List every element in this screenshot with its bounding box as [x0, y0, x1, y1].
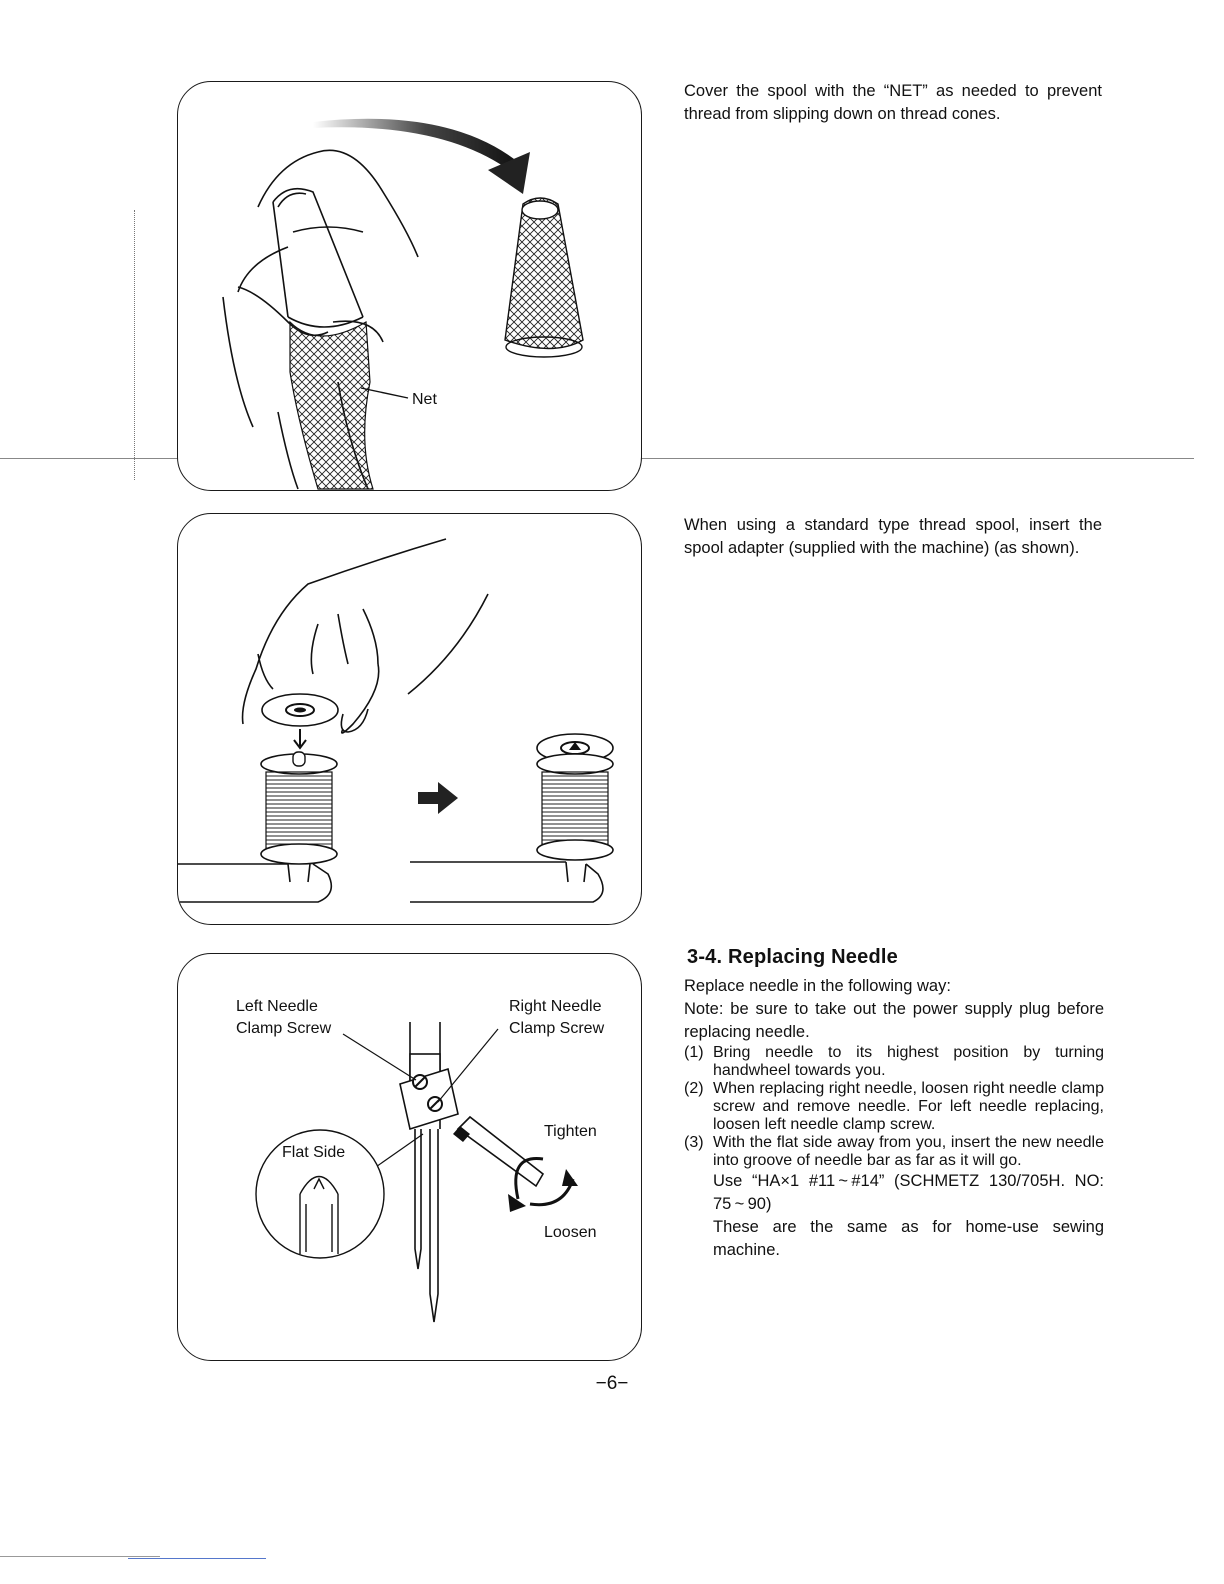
right-arrow-icon: [418, 782, 458, 814]
step-text: With the flat side away from you, insert the new needle into groove of needle bar as far as it will go.: [713, 1134, 1104, 1169]
step-text: Bring needle to its highest position by turning handwheel towards you.: [713, 1044, 1104, 1079]
needle-note-text: These are the same as for home-use sewing machine.: [713, 1218, 1104, 1259]
spool-adapter-instructions: When using a standard type thread spool, insert the spool adapter (supplied with the machine) (as shown).: [684, 516, 1102, 557]
scan-bottom-mark: [0, 1556, 160, 1557]
scan-vertical-mark: [134, 210, 135, 480]
left-clamp-screw-label: Clamp Screw: [236, 1020, 332, 1037]
scan-bottom-mark: [128, 1558, 266, 1559]
page-number: −6−: [595, 1373, 629, 1394]
net-cover-illustration: [178, 82, 641, 490]
spool-pin-base: [410, 862, 603, 902]
net-sleeve-icon: [290, 322, 373, 489]
net-label: Net: [412, 391, 437, 408]
spool-adapter-panel: [177, 513, 642, 925]
down-arrow-icon: [294, 729, 306, 748]
step-item: [684, 1134, 1104, 1170]
right-needle-label: Right Needle: [509, 998, 602, 1015]
step-item: [684, 1080, 1104, 1134]
flat-side-label: Flat Side: [282, 1144, 346, 1161]
spool-pin-base: [178, 864, 331, 902]
thread-spool-with-adapter-icon: [537, 734, 613, 860]
tighten-arrowhead: [562, 1169, 578, 1186]
net-instructions: Cover the spool with the “NET” as needed to prevent thread from slipping down on thread cones.: [684, 82, 1102, 123]
step-item: [684, 1044, 1104, 1080]
curved-arrow-icon: [313, 119, 530, 194]
needle-icon: [415, 1129, 438, 1322]
step-number: (1): [684, 1044, 704, 1061]
spool-adapter-illustration: [178, 514, 641, 924]
section-intro: Replace needle in the following way:: [684, 977, 951, 995]
right-clamp-screw-label: Clamp Screw: [509, 1020, 605, 1037]
left-needle-label: Left Needle: [236, 998, 318, 1015]
screwdriver-icon: [453, 1117, 543, 1186]
step-number: (3): [684, 1134, 704, 1151]
section-note: Note: be sure to take out the power supply plug before replacing needle.: [684, 1000, 1104, 1041]
replacing-needle-section: [684, 946, 1104, 1262]
thread-cone-icon: [505, 198, 583, 357]
section-title: 3-4. Replacing Needle: [687, 946, 898, 968]
thread-spool-icon: [261, 752, 337, 864]
spool-adapter-icon: [262, 694, 338, 726]
needle-spec-text: Use “HA×1 #11 ~ #14” (SCHMETZ 130/705H. NO: 75 ~ 90): [713, 1172, 1104, 1213]
step-number: (2): [684, 1080, 704, 1097]
loosen-label: Loosen: [544, 1224, 597, 1241]
step-text: When replacing right needle, loosen right needle clamp screw and remove needle. For left needle replacing, loosen left needle clamp screw.: [713, 1080, 1104, 1133]
net-illustration-panel: [177, 81, 642, 491]
needle-clamp-icon: [400, 1069, 458, 1129]
tighten-label: Tighten: [544, 1123, 597, 1140]
needle-clamp-panel: [177, 953, 642, 1361]
